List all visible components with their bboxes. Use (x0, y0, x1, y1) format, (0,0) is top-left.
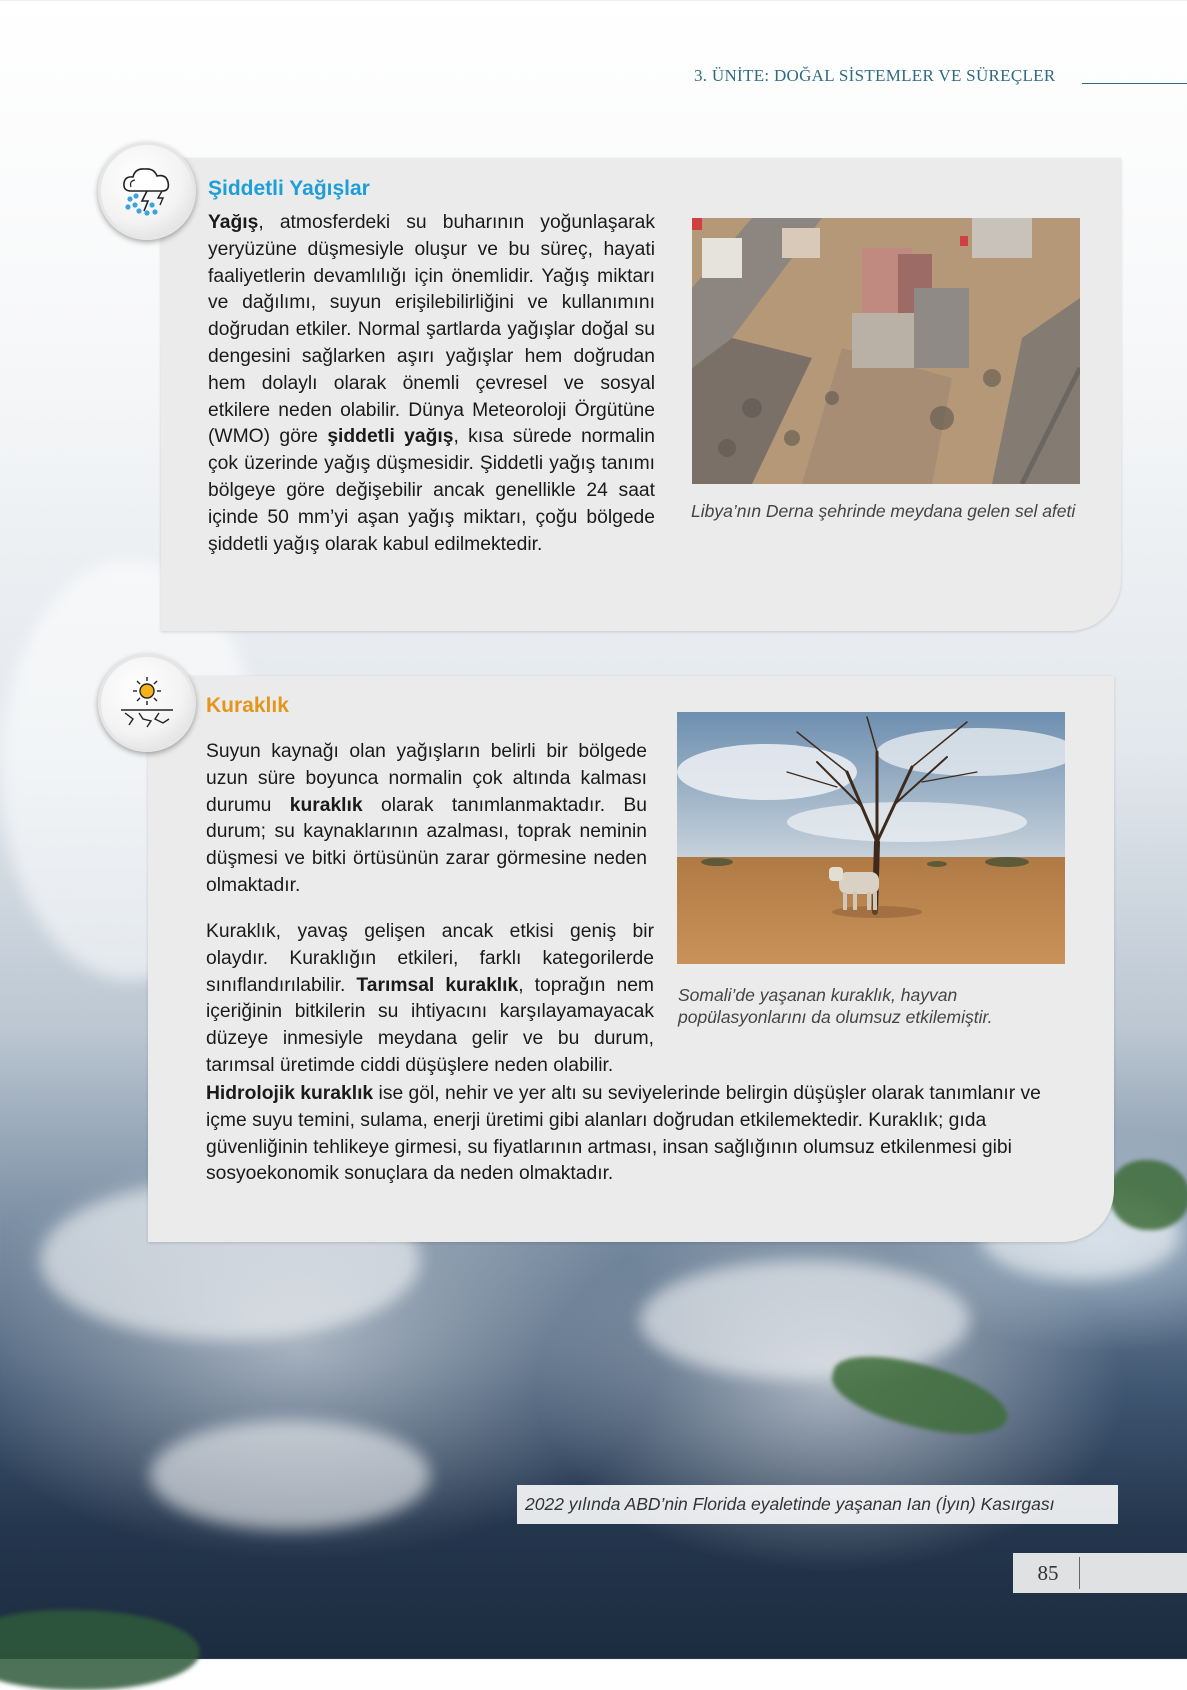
term-yagis: Yağış (208, 212, 259, 233)
somalia-drought-caption: Somali’de yaşanan kuraklık, hayvan popülasyonlarını da olumsuz etkilemiştir. (678, 985, 993, 1027)
unit-title: 3. ÜNİTE: DOĞAL SİSTEMLER VE SÜREÇLER (694, 66, 1056, 85)
drought-heading: Kuraklık (206, 694, 289, 717)
derna-flood-photo (692, 218, 1080, 484)
heavy-rain-cloud-icon (98, 142, 196, 240)
hurricane-ian-caption: 2022 yılında ABD’nin Florida eyaletinde yaşanan Ian (İyın) Kasırgası (517, 1485, 1118, 1524)
derna-flood-caption: Libya’nın Derna şehrinde meydana gelen sel afeti (691, 501, 1076, 521)
header-rule (1082, 83, 1187, 84)
heavy-rain-paragraph: Yağış, atmosferdeki su buharının yoğunlaşarak yeryüzüne düşmesiyle oluşur ve bu süreç, hayati faaliyetlerin devamlılığı için önemlidir. Yağış miktarı ve dağılımı, suyun erişilebilirliğini ve kullanımını doğrudan etkiler. Normal şartlarda yağışlar doğal su dengesini sağlarken aşırı yağışlar hem doğrudan hem dolaylı olarak önemli çevresel ve sosyal etkilere neden olabilir. Dünya Meteoroloji Örgütüne (WMO) göre şiddetli yağış, kısa sürede normalin çok üzerinde yağış düşmesidir. Şiddetli yağış tanımı bölgeye göre değişebilir ancak genellikle 24 saat içinde 50 mm’yi aşan yağış miktarı, çoğu bölgede şiddetli yağış olarak kabul edilmektedir. (208, 212, 656, 555)
term-kuraklik: kuraklık (289, 794, 363, 816)
background-cloud (640, 1260, 970, 1380)
background-coastline (0, 1610, 200, 1690)
somalia-drought-photo (677, 712, 1065, 964)
drought-paragraph-3: Hidrolojik kuraklık ise göl, nehir ve yer altı su seviyelerinde belirgin düşüşler olarak tanımlanır ve içme suyu temini, sulama, enerji üretimi gibi alanları doğrudan etkilemektedir. Kuraklık; gıda güvenliğinin tehlikeye girmesi, su fiyatlarının artması, insan sağlığının olumsuz etkilenmesi gibi sosyoekonomik sonuçlara da neden olmaktadır. (206, 1083, 1041, 1185)
drought-paragraph-1: Suyun kaynağı olan yağışların belirli bir bölgede uzun süre boyunca normalin çok altında kalması durumu kuraklık olarak tanımlanmaktadır. Bu durum; su kaynaklarının azalması, toprak neminin düşmesi ve bitki örtüsünün zarar görmesine neden olmaktadır. (206, 741, 648, 896)
background-cloud (150, 1420, 430, 1530)
drought-paragraph-2: Kuraklık, yavaş gelişen ancak etkisi geniş bir olaydır. Kuraklığın etkileri, farklı kategorilerde sınıflandırılabilir. Tarımsal kuraklık, toprağın nem içeriğinin bitkilerin su ihtiyacını karşılayamayacak düzeye inmesiyle meydana gelir ve bu durum, tarımsal üretimde ciddi düşüşlere neden olabilir. (206, 921, 654, 1076)
term-hidrolojik-kuraklik: Hidrolojik kuraklık (206, 1083, 374, 1104)
page-number: 85 (1037, 1561, 1059, 1585)
term-siddetli-yagis: şiddetli yağış (327, 426, 454, 448)
heavy-rain-heading: Şiddetli Yağışlar (208, 177, 370, 200)
drought-sun-cracked-ground-icon (98, 654, 196, 752)
page-number-rule (1079, 1557, 1080, 1589)
background-island (1110, 1160, 1187, 1230)
term-tarimsal-kuraklik: Tarımsal kuraklık (356, 974, 519, 996)
